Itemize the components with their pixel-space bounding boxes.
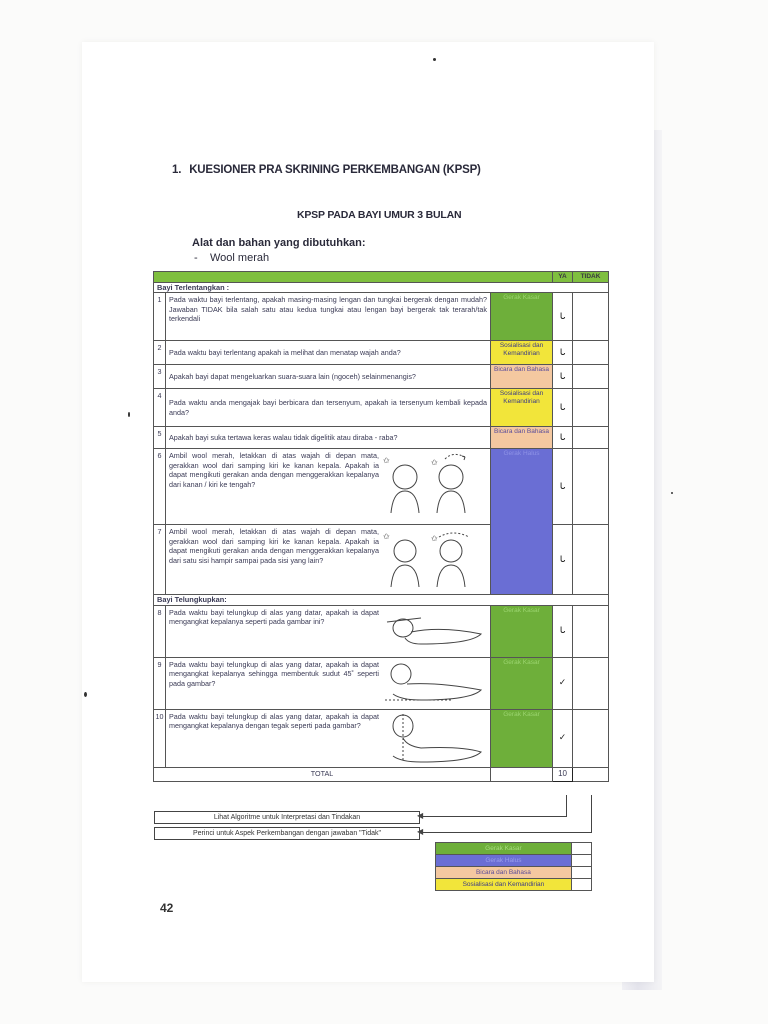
table-row	[154, 657, 609, 709]
margin-mark	[84, 692, 87, 697]
question-text: Apakah bayi dapat mengeluarkan suara-suara lain (ngoceh) selainmenangis?	[166, 365, 491, 389]
svg-text:✩: ✩	[431, 534, 438, 543]
answer-tidak[interactable]	[573, 389, 609, 427]
legend-count	[571, 855, 591, 867]
legend-count	[571, 879, 591, 891]
answer-ya[interactable]: ᒐ	[553, 427, 573, 449]
answer-ya[interactable]: ᒐ	[553, 525, 573, 595]
row-number: 9	[154, 657, 166, 709]
answer-tidak[interactable]	[573, 657, 609, 709]
detail-link-box: Perinci untuk Aspek Perkembangan dengan jawaban "Tidak"	[154, 827, 420, 840]
table-row	[154, 365, 609, 389]
question-text: Pada waktu anda mengajak bayi berbicara dan tersenyum, apakah ia tersenyum kembali kepada anda?	[166, 389, 491, 427]
tools-item-dash: -	[194, 252, 198, 264]
total-tidak	[573, 767, 609, 781]
answer-ya[interactable]: ᒐ	[553, 389, 573, 427]
question-text: Pada waktu bayi terlentang apakah ia melihat dan menatap wajah anda?	[166, 341, 491, 365]
row-number: 2	[154, 341, 166, 365]
section-number: 1.	[172, 164, 182, 176]
legend-row	[436, 879, 592, 891]
column-header-ya: YA	[553, 272, 573, 283]
connector-line	[591, 795, 592, 833]
table-row	[154, 389, 609, 427]
connector-line	[420, 816, 567, 817]
answer-ya[interactable]: ᒐ	[553, 449, 573, 525]
table-row	[154, 341, 609, 365]
answer-tidak[interactable]	[573, 709, 609, 767]
question-text: Apakah bayi suka tertawa keras walau tidak digelitik atau diraba - raba?	[166, 427, 491, 449]
svg-text:✩: ✩	[431, 458, 438, 467]
question-text: Pada waktu bayi telungkup di alas yang datar, apakah ia dapat mengangkat kepalanya seperti pada gambar ini?	[169, 607, 379, 626]
row-number: 8	[154, 605, 166, 657]
legend-count	[571, 843, 591, 855]
answer-tidak[interactable]	[573, 293, 609, 341]
baby-face-illustration	[381, 527, 487, 589]
dust-speck	[433, 58, 436, 61]
total-row	[154, 767, 609, 781]
arrow-left-icon: ◀	[417, 811, 424, 820]
aspect-cell: Gerak Kasar	[491, 293, 553, 341]
question-text: Ambil wool merah, letakkan di atas wajah di depan mata, gerakkan wool dari samping kiri ke kanan kepala. Apakah ia dapat mengikuti gerakan anda dengan menggerakkan kepalanya dari kanan / kiri ke tengah?	[169, 451, 379, 489]
svg-text:✩: ✩	[383, 456, 390, 465]
baby-face-illustration	[381, 451, 487, 517]
tools-item-text: Wool merah	[210, 252, 270, 264]
row-number: 6	[154, 449, 166, 525]
row-number: 1	[154, 293, 166, 341]
legend-label: Sosialisasi dan Kemandirian	[436, 879, 572, 891]
group-label-terlentang: Bayi Terlentangkan :	[154, 282, 609, 293]
question-text: Pada waktu bayi terlentang, apakah masing-masing lengan dan tungkai bergerak dengan mudah? Jawaban TIDAK bila salah satu atau kedua tungkai atau lengan bayi bergerak tak terarah/tak terkendali	[166, 293, 491, 341]
tools-item	[194, 252, 269, 264]
table-row	[154, 293, 609, 341]
row-number: 10	[154, 709, 166, 767]
total-label: TOTAL	[154, 767, 491, 781]
answer-ya[interactable]: ᒐ	[553, 341, 573, 365]
aspect-legend	[435, 842, 592, 891]
legend-label: Gerak Halus	[436, 855, 572, 867]
margin-mark	[128, 412, 130, 417]
aspect-cell: Sosialisasi dan Kemandirian	[491, 341, 553, 365]
aspect-cell: Sosialisasi dan Kemandirian	[491, 389, 553, 427]
answer-tidak[interactable]	[573, 427, 609, 449]
questionnaire-subtitle: KPSP PADA BAYI UMUR 3 BULAN	[297, 209, 462, 221]
column-header-tidak: TIDAK	[573, 272, 609, 283]
tools-heading: Alat dan bahan yang dibutuhkan:	[192, 237, 366, 249]
legend-row	[436, 843, 592, 855]
answer-tidak[interactable]	[573, 449, 609, 525]
section-title-text: KUESIONER PRA SKRINING PERKEMBANGAN (KPSP)	[189, 164, 481, 176]
aspect-cell: Gerak Kasar	[491, 709, 553, 767]
answer-ya[interactable]: ᒐ	[553, 605, 573, 657]
aspect-cell: Bicara dan Bahasa	[491, 365, 553, 389]
section-title	[172, 164, 481, 176]
table-header-band	[154, 272, 553, 283]
row-number: 7	[154, 525, 166, 595]
row-number: 5	[154, 427, 166, 449]
answer-tidak[interactable]	[573, 365, 609, 389]
answer-tidak[interactable]	[573, 341, 609, 365]
svg-text:✩: ✩	[383, 532, 390, 541]
prone-baby-upright-illustration	[381, 712, 487, 764]
arrow-left-icon: ◀	[417, 827, 424, 836]
question-cell	[166, 605, 491, 657]
question-text: Ambil wool merah, letakkan di atas wajah di depan mata, gerakkan wool dari samping kiri ke kanan kepala. Apakah ia dapat mengikuti gerakan anda dengan menggerakkan kepalanya dari satu sisi hampir sampai pada sisi yang lain?	[169, 527, 379, 565]
aspect-cell: Gerak Kasar	[491, 657, 553, 709]
question-cell	[166, 449, 491, 525]
connector-line	[420, 832, 592, 833]
question-text: Pada waktu bayi telungkup di alas yang datar, apakah ia dapat mengangkat kepalanya dengan tegak seperti pada gambar?	[169, 711, 379, 730]
question-cell	[166, 709, 491, 767]
table-row	[154, 709, 609, 767]
prone-baby-illustration	[381, 608, 487, 654]
dust-speck	[671, 492, 673, 494]
question-text: Pada waktu bayi telungkup di alas yang datar, apakah ia dapat mengangkat kepalanya sehingga membentuk sudut 45˚ seperti pada gambar?	[169, 659, 379, 688]
row-number: 4	[154, 389, 166, 427]
answer-ya[interactable]: ✓	[553, 657, 573, 709]
total-ya: 10	[553, 767, 573, 781]
kpsp-table	[153, 271, 609, 782]
answer-tidak[interactable]	[573, 605, 609, 657]
table-row	[154, 449, 609, 525]
aspect-cell: Bicara dan Bahasa	[491, 427, 553, 449]
legend-row	[436, 867, 592, 879]
aspect-cell: Gerak Kasar	[491, 605, 553, 657]
aspect-cell: Gerak Halus	[491, 449, 553, 595]
answer-ya[interactable]: ᒐ	[553, 365, 573, 389]
table-header-row	[154, 272, 609, 283]
question-cell	[166, 657, 491, 709]
algorithm-link-box: Lihat Algoritme untuk Interpretasi dan Tindakan	[154, 811, 420, 824]
table-row	[154, 427, 609, 449]
prone-baby-45-illustration	[381, 660, 487, 706]
answer-ya[interactable]: ✓	[553, 709, 573, 767]
group-label-telungkup: Bayi Telungkupkan:	[154, 595, 609, 606]
question-cell	[166, 525, 491, 595]
row-number: 3	[154, 365, 166, 389]
total-aspect-blank	[491, 767, 553, 781]
answer-ya[interactable]: ᒐ	[553, 293, 573, 341]
legend-count	[571, 867, 591, 879]
legend-label: Gerak Kasar	[436, 843, 572, 855]
page-number: 42	[160, 901, 174, 915]
answer-tidak[interactable]	[573, 525, 609, 595]
connector-line	[566, 795, 567, 817]
table-row	[154, 605, 609, 657]
legend-label: Bicara dan Bahasa	[436, 867, 572, 879]
legend-row	[436, 855, 592, 867]
